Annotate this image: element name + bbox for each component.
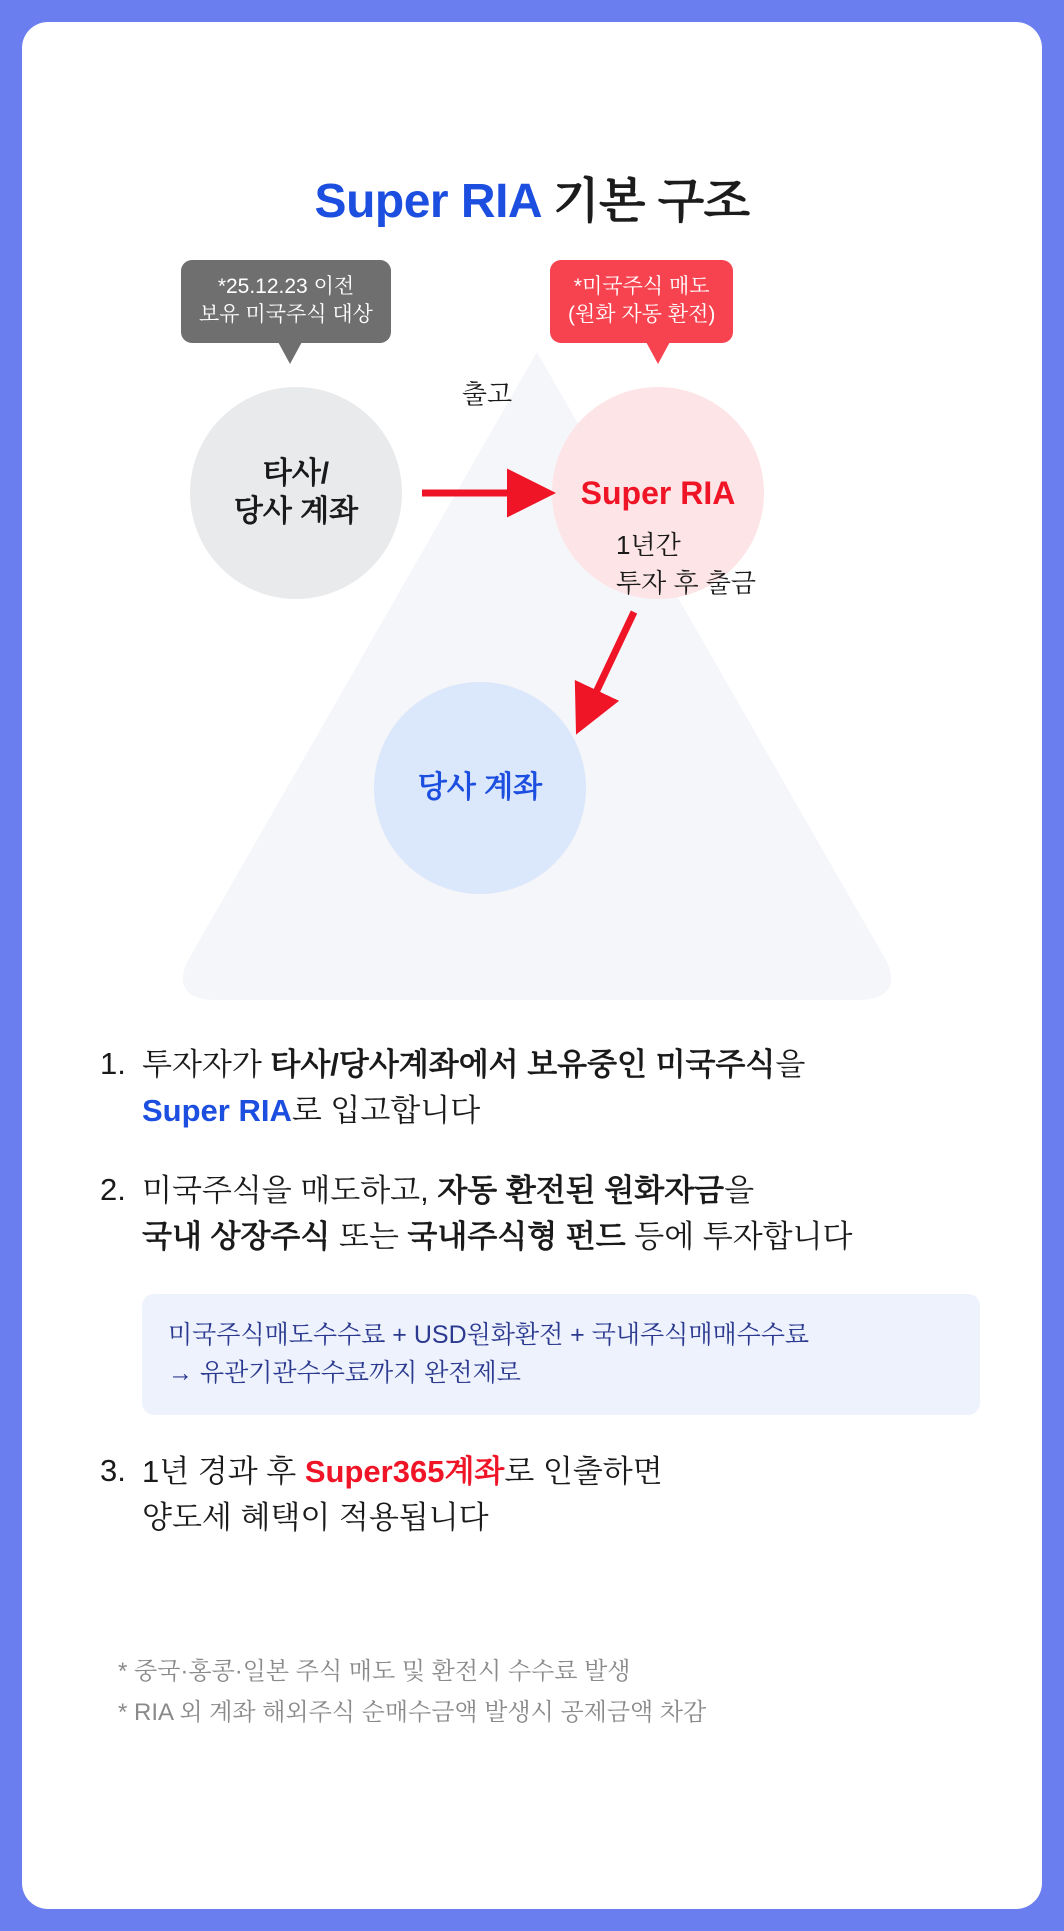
- step-2-line2-a: 국내 상장주식: [142, 1218, 331, 1254]
- node-other-line1: 타사/: [262, 456, 330, 490]
- step-2-line2-d: 등에 투자합니다: [625, 1218, 853, 1254]
- arrows-layer: [22, 252, 1042, 1042]
- step-3-line1-b: Super365계좌: [304, 1454, 505, 1489]
- steps-list: [100, 1042, 980, 1575]
- footnote-2: * RIA 외 계좌 해외주식 순매수금액 발생시 공제금액 차감: [118, 1698, 707, 1726]
- fee-note-line2: → 유관기관수수료까지 완전제로: [168, 1359, 521, 1388]
- step-1-line2-a: Super RIA: [142, 1092, 292, 1128]
- callout-left-line1: *25.12.23 이전: [217, 275, 355, 298]
- step-item-2: [100, 1168, 980, 1260]
- step-1-line2-b: 로 입고합니다: [291, 1092, 481, 1128]
- step-2-line1-a: 미국주식을 매도하고,: [142, 1172, 438, 1208]
- node-our-account: 당사 계좌: [374, 682, 586, 894]
- arrow-label-out: 출고: [461, 379, 513, 409]
- step-1-line1-a: 투자자가: [142, 1047, 271, 1082]
- step-3-line1-a: 1년 경과 후: [142, 1454, 305, 1489]
- footnotes: [118, 1652, 706, 1734]
- step-2-line1-b: 자동 환전된 원화자금: [437, 1172, 725, 1208]
- arrow-label-year: [616, 527, 756, 602]
- step-1-line1-b: 타사/당사계좌에서 보유중인 미국주식: [270, 1047, 776, 1082]
- step-2-number: 2.: [100, 1171, 126, 1207]
- step-2-text: [142, 1168, 853, 1260]
- step-1-number: 1.: [100, 1046, 126, 1081]
- node-other-line2: 당사 계좌: [233, 495, 359, 528]
- step-3-number: 3.: [100, 1453, 126, 1488]
- step-3-line2: 양도세 혜택이 적용됩니다: [142, 1499, 489, 1535]
- callout-right-line2: (원화 자동 환전): [568, 303, 716, 327]
- step-2-line2-b: 또는: [330, 1218, 408, 1254]
- flow-diagram: [22, 252, 1042, 1042]
- step-item-3: [100, 1449, 980, 1541]
- page-title-rest: 기본 구조: [540, 175, 750, 228]
- step-2-line1-c: 을: [724, 1172, 755, 1208]
- fee-note-box: [142, 1294, 980, 1416]
- step-1-text: [142, 1042, 805, 1134]
- step-item-1: [100, 1042, 980, 1134]
- arrow-label-year-line2: 투자 후 출금: [616, 567, 757, 598]
- step-3-text: [142, 1449, 663, 1541]
- fee-note-line1: 미국주식매도수수료 + USD원화환전 + 국내주식매매수수료: [168, 1320, 810, 1349]
- node-super-ria: Super RIA: [552, 387, 764, 599]
- arrow-withdraw: [582, 612, 634, 722]
- step-3-line1-c: 로 인출하면: [504, 1454, 663, 1489]
- footnote-1: * 중국·홍콩·일본 주식 매도 및 환전시 수수료 발생: [118, 1658, 631, 1685]
- step-1-line1-c: 을: [775, 1047, 806, 1082]
- arrow-label-year-line1: 1년간: [616, 530, 681, 560]
- callout-right-line1: *미국주식 매도: [573, 275, 710, 298]
- page-title: [22, 162, 1042, 231]
- callout-left-line2: 보유 미국주식 대상: [199, 303, 373, 327]
- page-title-highlight: Super RIA: [314, 175, 541, 228]
- promo-card: [22, 22, 1042, 1909]
- step-2-line2-c: 국내주식형 펀드: [407, 1218, 626, 1254]
